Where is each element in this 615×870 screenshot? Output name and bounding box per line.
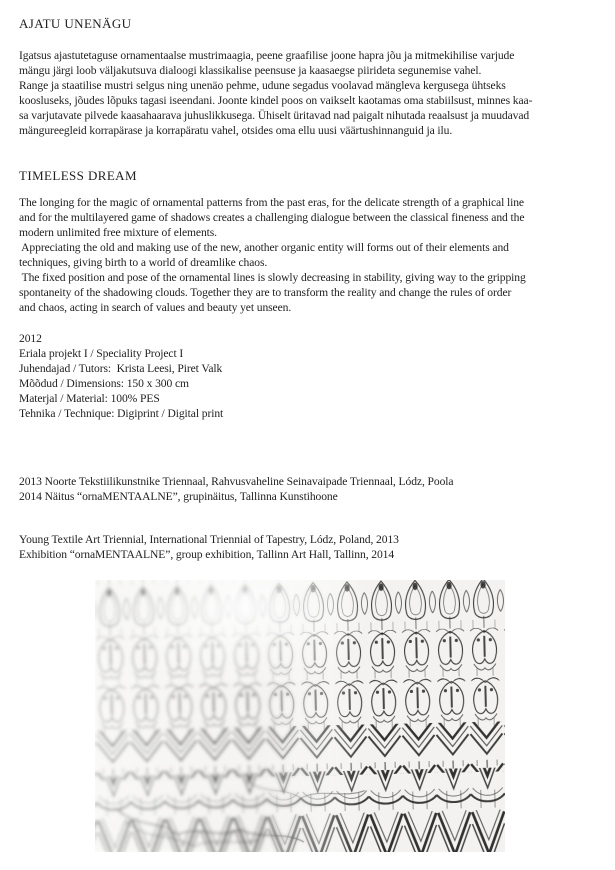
text-line: The fixed position and pose of the ornamental lines is slowly decreasing in stability, giving way to the gripping bbox=[19, 271, 526, 284]
exhibitions-estonian bbox=[19, 474, 453, 504]
text-line: koosluseks, jõudes lõpuks tagasi iseendani. Joonte kindel poos on vaikselt kaotamas oma stabiilsust, minnes kaa- bbox=[19, 94, 533, 107]
exhibition-entry: 2013 Noorte Tekstiilikunstnike Triennaal, Rahvusvaheline Seinavaipade Triennaal, Lódz, Poola bbox=[19, 475, 454, 488]
exhibitions-english bbox=[19, 532, 399, 562]
text-line: Range ja staatilise mustri selgus ning unenäo pehme, udune segadus voolavad mängleva kergusega ühtseks bbox=[19, 79, 506, 92]
text-line: and chaos, acting in search of values and beauty yet unseen. bbox=[19, 301, 292, 314]
text-line: mängureegleid korrapärase ja korrapäratu vahel, otsides oma ellu uusi väärtushinnanguid ja ilu. bbox=[19, 124, 453, 137]
title-estonian: AJATU UNENÄGU bbox=[19, 16, 132, 31]
detail-year: 2012 bbox=[19, 332, 42, 345]
text-line: spontaneity of the shadowing clouds. Together they are to transform the reality and change the rules of order bbox=[19, 286, 512, 299]
text-line: techniques, giving birth to a world of dreamlike chaos. bbox=[19, 256, 268, 269]
text-line: The longing for the magic of ornamental patterns from the past eras, for the delicate strength of a graphical line bbox=[19, 196, 524, 209]
text-line: modern unlimited free mixture of elements. bbox=[19, 226, 217, 239]
intro-paragraph-estonian bbox=[19, 48, 532, 138]
exhibition-entry: 2014 Näitus “ornaMENTAALNE”, grupinäitus, Tallinna Kunstihoone bbox=[19, 490, 338, 503]
text-line: and for the multilayered game of shadows creates a challenging dialogue between the classical fineness and the bbox=[19, 211, 525, 224]
intro-paragraph-english bbox=[19, 195, 526, 315]
detail-dimensions: Mõõdud / Dimensions: 150 x 300 cm bbox=[19, 377, 189, 390]
detail-material: Materjal / Material: 100% PES bbox=[19, 392, 160, 405]
detail-technique: Tehnika / Technique: Digiprint / Digital print bbox=[19, 407, 224, 420]
title-english: TIMELESS DREAM bbox=[19, 168, 137, 183]
text-line: mängu järgi loob väljakutsuva dialoogi klassikalise peensuse ja kaasaegse piirideta segunemise vahel. bbox=[19, 64, 482, 77]
detail-project: Eriala projekt I / Speciality Project I bbox=[19, 347, 184, 360]
ornamental-pattern-graphic bbox=[95, 580, 505, 852]
exhibition-entry: Young Textile Art Triennial, International Triennial of Tapestry, Lódz, Poland, 2013 bbox=[19, 533, 399, 546]
project-details bbox=[19, 331, 223, 421]
text-line: Igatsus ajastutetaguse ornamentaalse mustrimaagia, peene graafilise joone hapra jõu ja mitmekihilise varjude bbox=[19, 49, 515, 62]
artwork-photo bbox=[95, 580, 505, 852]
exhibition-entry: Exhibition “ornaMENTAALNE”, group exhibition, Tallinn Art Hall, Tallinn, 2014 bbox=[19, 548, 395, 561]
text-line: sa varjutavate pilvede kaasahaarava juhuslikkusega. Ühiselt üritavad nad paigalt nihutada reaalsust ja muudavad bbox=[19, 109, 530, 122]
text-line: Appreciating the old and making use of the new, another organic entity will forms out of their elements and bbox=[19, 241, 509, 254]
detail-tutors: Juhendajad / Tutors: Krista Leesi, Piret Valk bbox=[19, 362, 223, 375]
